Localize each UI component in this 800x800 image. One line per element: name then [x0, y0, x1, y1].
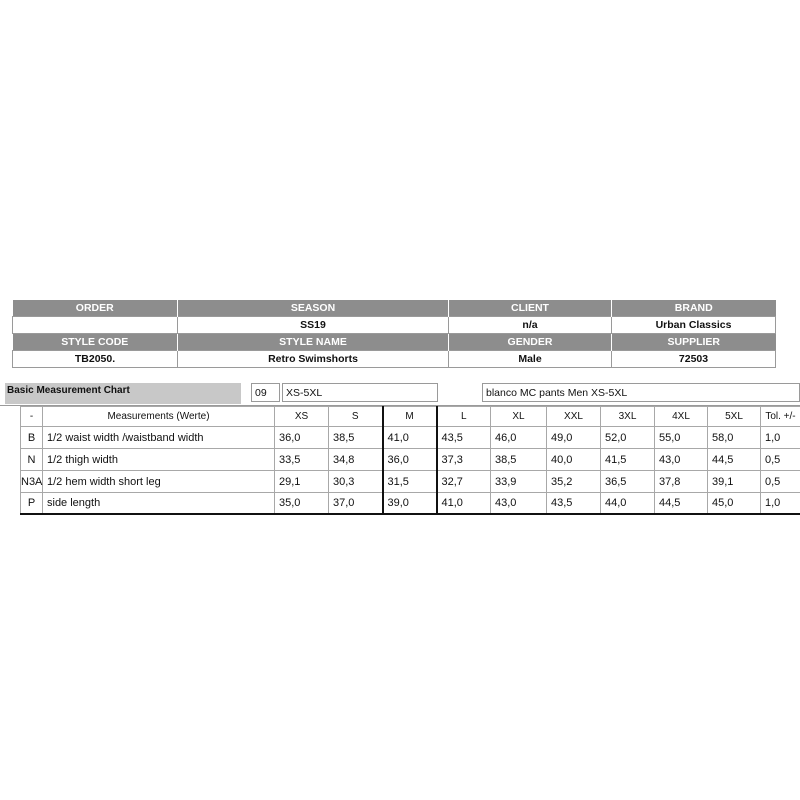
- cell-value: 41,0: [437, 493, 491, 515]
- table-header-row: [21, 407, 800, 427]
- cell-value: 52,0: [601, 427, 655, 449]
- table-row: [21, 471, 800, 493]
- table-row: [21, 449, 800, 471]
- cell-value: 36,0: [383, 449, 437, 471]
- chart-description: blanco MC pants Men XS-5XL: [482, 383, 800, 402]
- cell-value: 29,1: [275, 471, 329, 493]
- client-value: n/a: [449, 317, 612, 334]
- chart-title: Basic Measurement Chart: [5, 383, 241, 404]
- gender-label: GENDER: [449, 334, 612, 351]
- cell-value: 45,0: [708, 493, 761, 515]
- brand-label: BRAND: [612, 300, 776, 317]
- table-row: [21, 427, 800, 449]
- cell-value: 49,0: [547, 427, 601, 449]
- cell-value: 36,5: [601, 471, 655, 493]
- cell-value: 39,1: [708, 471, 761, 493]
- cell-value: 55,0: [655, 427, 708, 449]
- column-header: 4XL: [655, 407, 708, 427]
- style-name-value: Retro Swimshorts: [178, 351, 449, 368]
- cell-value: 37,3: [437, 449, 491, 471]
- row-name: 1/2 thigh width: [43, 449, 275, 471]
- cell-tolerance: 1,0: [761, 493, 800, 515]
- season-value: SS19: [178, 317, 449, 334]
- cell-value: 41,0: [383, 427, 437, 449]
- cell-value: 40,0: [547, 449, 601, 471]
- row-code: N3A: [21, 471, 43, 493]
- column-header: Measurements (Werte): [43, 407, 275, 427]
- season-label: SEASON: [178, 300, 449, 317]
- cell-value: 33,9: [491, 471, 547, 493]
- column-header: XS: [275, 407, 329, 427]
- row-name: side length: [43, 493, 275, 515]
- cell-value: 38,5: [491, 449, 547, 471]
- cell-value: 43,0: [491, 493, 547, 515]
- cell-value: 44,5: [655, 493, 708, 515]
- column-header: -: [21, 407, 43, 427]
- cell-value: 35,2: [547, 471, 601, 493]
- column-header: 3XL: [601, 407, 655, 427]
- header-value-row-1: [13, 317, 776, 334]
- row-code: N: [21, 449, 43, 471]
- header-label-row-1: [13, 300, 776, 317]
- column-header: L: [437, 407, 491, 427]
- cell-value: 38,5: [329, 427, 383, 449]
- cell-value: 44,0: [601, 493, 655, 515]
- measurement-table: [20, 406, 800, 515]
- brand-value: Urban Classics: [612, 317, 776, 334]
- cell-value: 37,0: [329, 493, 383, 515]
- cell-value: 35,0: [275, 493, 329, 515]
- supplier-value: 72503: [612, 351, 776, 368]
- cell-value: 30,3: [329, 471, 383, 493]
- cell-tolerance: 0,5: [761, 471, 800, 493]
- cell-value: 39,0: [383, 493, 437, 515]
- cell-value: 31,5: [383, 471, 437, 493]
- cell-value: 32,7: [437, 471, 491, 493]
- cell-value: 43,0: [655, 449, 708, 471]
- size-range: XS-5XL: [282, 383, 438, 402]
- column-header: M: [383, 407, 437, 427]
- cell-value: 44,5: [708, 449, 761, 471]
- cell-value: 33,5: [275, 449, 329, 471]
- cell-value: 46,0: [491, 427, 547, 449]
- column-header: XL: [491, 407, 547, 427]
- column-header: 5XL: [708, 407, 761, 427]
- supplier-label: SUPPLIER: [612, 334, 776, 351]
- header-label-row-2: [13, 334, 776, 351]
- cell-value: 41,5: [601, 449, 655, 471]
- client-label: CLIENT: [449, 300, 612, 317]
- chart-code: 09: [251, 383, 280, 402]
- cell-value: 58,0: [708, 427, 761, 449]
- table-row: [21, 493, 800, 515]
- cell-value: 36,0: [275, 427, 329, 449]
- cell-tolerance: 1,0: [761, 427, 800, 449]
- cell-value: 34,8: [329, 449, 383, 471]
- cell-value: 37,8: [655, 471, 708, 493]
- order-value: [13, 317, 178, 334]
- order-info-table: [12, 300, 776, 368]
- row-name: 1/2 hem width short leg: [43, 471, 275, 493]
- cell-value: 43,5: [437, 427, 491, 449]
- style-code-value: TB2050.: [13, 351, 178, 368]
- gender-value: Male: [449, 351, 612, 368]
- column-header: XXL: [547, 407, 601, 427]
- cell-tolerance: 0,5: [761, 449, 800, 471]
- style-code-label: STYLE CODE: [13, 334, 178, 351]
- order-label: ORDER: [13, 300, 178, 317]
- cell-value: 43,5: [547, 493, 601, 515]
- row-code: P: [21, 493, 43, 515]
- row-code: B: [21, 427, 43, 449]
- header-value-row-2: [13, 351, 776, 368]
- row-name: 1/2 waist width /waistband width: [43, 427, 275, 449]
- column-header: S: [329, 407, 383, 427]
- column-header: Tol. +/-: [761, 407, 800, 427]
- style-name-label: STYLE NAME: [178, 334, 449, 351]
